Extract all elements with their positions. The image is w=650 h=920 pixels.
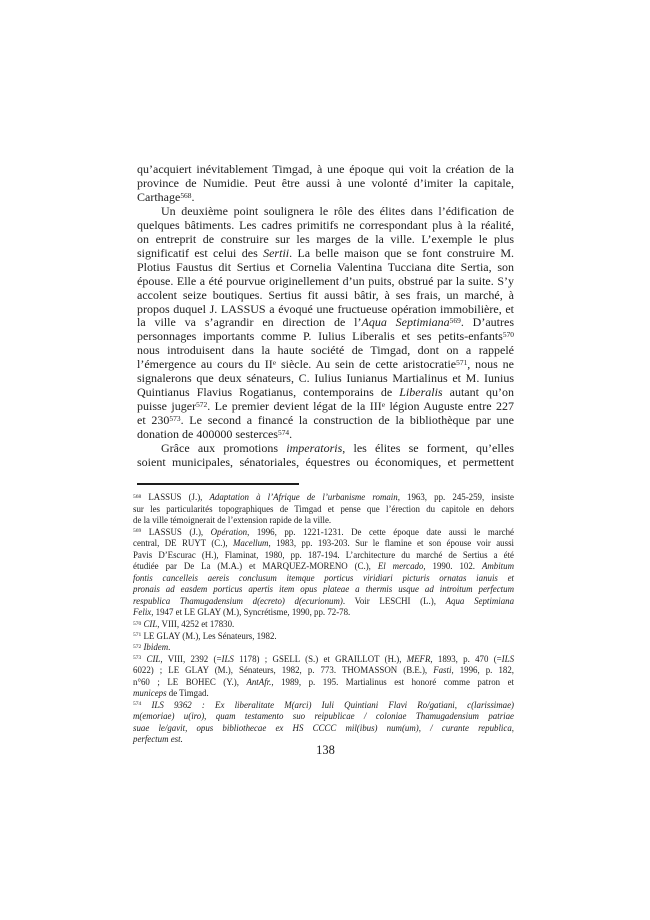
text-segment: suae le/gavit, opus bibliothecae ex HS CCCC mil(ibus) num(um), / curante republica, (133, 722, 514, 733)
text-segment: province de Numidie. Peut être aussi à une volonté d’imiter la capitale, (137, 175, 514, 190)
body-text-block (137, 163, 514, 470)
body-line (137, 205, 514, 219)
text-segment: accolent seize boutiques. Sertius fit aussi bâtir, à ses frais, un marché, à (137, 287, 514, 302)
text-segment: , nous ne (467, 357, 514, 372)
text-segment: Plotius Faustus dit Sertius et Cornelia Valentina Tucciana dite Sertia, son (137, 259, 514, 274)
footnote-line (133, 538, 514, 550)
text-segment: personnages importants comme P. Iulius Liberalis et ses petits-enfants (137, 329, 503, 344)
text-segment: 6022) ; LE GLAY (M.), Sénateurs, 1982, p. 773. THOMASSON (B.E.), (133, 665, 434, 676)
footnote-line (133, 596, 514, 608)
text-segment: ILS (221, 653, 234, 664)
text-segment: ILS (151, 699, 164, 710)
text-segment: LASSUS (J.), (141, 492, 210, 502)
text-segment: siècle. Au sein de cette aristocratie (276, 357, 457, 372)
footnote-line (133, 688, 514, 700)
footnote-line (133, 723, 514, 735)
footnote-line (133, 631, 514, 643)
footnote-line (133, 515, 514, 527)
body-line (137, 289, 514, 303)
text-segment: n°60 ; LE BOHEC (Y.), (133, 676, 247, 687)
text-segment: Aqua Septimiana (361, 315, 450, 330)
text-segment: , 1963, pp. 245-259, insiste (397, 492, 515, 502)
superscript-ref: 568 (133, 493, 142, 500)
text-segment: , 1990. 102. (423, 561, 482, 572)
text-segment: significatif est celui des (137, 245, 264, 260)
text-segment: , les élites se forment, qu’elles (342, 441, 514, 456)
text-segment: m(emoriae) u(iro), quam testamento suo reipublicae / coloniae Thamugadensium patriae (133, 711, 514, 722)
body-line (137, 414, 514, 428)
text-segment: de Timgad. (166, 688, 209, 699)
footnote-line (133, 561, 514, 573)
text-segment: imperatoris (286, 441, 343, 456)
footnote-line (133, 619, 514, 631)
text-segment: soient municipales, sénatoriales, équestres ou économiques, et permettent (137, 455, 514, 470)
superscript-ref: 570 (133, 620, 142, 627)
text-segment: El mercado (377, 561, 424, 572)
body-line (137, 316, 514, 330)
superscript-ref: 570 (502, 330, 514, 340)
footnotes-block (133, 492, 514, 746)
text-segment: 1178) ; GSELL (S.) et GRAILLOT (H.), (233, 653, 407, 664)
text-segment: respublica Thamugadensium d(ecreto) d(ecurionum) (133, 595, 343, 606)
footnote-separator (137, 483, 299, 485)
text-segment: pronais ad easdem porticus apertis item opus plateae a thermis usque ad introitum perfectum (133, 584, 514, 595)
text-segment: perfectum est. (133, 734, 183, 745)
body-line (137, 358, 514, 372)
body-line (137, 428, 514, 442)
text-segment: Adaptation à l’Afrique de l’urbanisme romain (209, 492, 398, 502)
body-line (137, 456, 514, 470)
superscript-ref: 571 (456, 358, 468, 367)
footnote-line (133, 642, 514, 654)
text-segment: , 1989, p. 195. Martialinus est honoré comme patron et (271, 676, 514, 687)
text-segment: fontis cancelleis aereis conclusum itemque porticus viridiari picturis ornatas ianuis et (133, 572, 514, 583)
footnote-line (133, 550, 514, 562)
text-segment: , 1996, p. 182, (451, 665, 514, 676)
text-segment: de la ville témoignerait de l’extension rapide de la ville. (133, 515, 332, 526)
text-segment: autant qu’on (442, 385, 514, 400)
superscript-ref: 569 (449, 316, 461, 326)
footnote-line (133, 677, 514, 689)
text-segment: propos duquel J. LASSUS a évoqué une fructueuse opération immobilière, et (137, 301, 514, 316)
footnote-line (133, 504, 514, 516)
text-segment: , 1983, pp. 193-203. Sur le flamine et son épouse voir aussi (268, 538, 514, 549)
footnote-line (133, 665, 514, 677)
body-line (137, 303, 514, 317)
text-segment: l’émergence au cours du II (137, 357, 273, 372)
body-line (137, 163, 514, 177)
superscript-ref: 572 (196, 399, 208, 409)
text-segment: nous introduisent dans la haute société de Timgad, dont on a rappelé (137, 343, 514, 358)
text-segment: Quintianus Flavius Rogatianus, contemporains de (137, 385, 400, 400)
footnote-line (133, 654, 514, 666)
text-segment: signalerons que deux sénateurs, C. Iulius Iunianus Martialinus et M. Iunius (137, 371, 514, 386)
superscript-ref: 568 (180, 190, 192, 200)
text-segment: Opération (210, 526, 248, 537)
body-line (137, 344, 514, 358)
superscript-ref: 574 (277, 427, 290, 437)
footnote-line (133, 573, 514, 585)
footnote-line (133, 584, 514, 596)
text-segment: . La belle maison que se font construire M. (289, 245, 514, 260)
text-segment: , VIII, 2392 (= (160, 653, 222, 664)
footnote-line (133, 711, 514, 723)
superscript-ref: 574 (133, 701, 142, 708)
text-segment: et 230 (137, 413, 170, 428)
body-line (137, 219, 514, 233)
text-segment: Un deuxième point soulignera le rôle des élites dans l’édification de (161, 203, 514, 218)
superscript-ref: e (272, 358, 277, 367)
body-line (137, 233, 514, 247)
text-segment: Grâce aux promotions (161, 441, 287, 456)
text-segment: . Le second a financé la construction de la bibliothèque par une (180, 413, 514, 428)
text-segment: LASSUS (J.), (141, 526, 211, 537)
footnote-line (133, 492, 514, 504)
body-line (137, 261, 514, 275)
text-segment: sur les particularités topographiques de Timgad et pense que l’érection du capitole en dehors (133, 503, 514, 514)
text-segment: Macellum (232, 538, 269, 549)
body-line (137, 177, 514, 191)
text-segment: Sertii (263, 245, 290, 260)
text-segment: , 1893, p. 470 (= (430, 653, 502, 664)
body-line (137, 400, 514, 414)
text-segment: étudiée par De La (M.A.) et MARQUEZ-MORENO (C.), (133, 561, 378, 572)
body-line (137, 247, 514, 261)
superscript-ref: 571 (133, 632, 142, 639)
text-segment: puisse juger (137, 399, 197, 414)
text-segment: MEFR (406, 653, 431, 664)
text-segment: . (289, 427, 293, 442)
superscript-ref: 569 (133, 528, 142, 535)
superscript-ref: 573 (133, 655, 142, 662)
text-segment: donation de 400000 sesterces (137, 427, 278, 442)
text-segment: CIL (146, 653, 161, 664)
text-segment: quelques bâtiments. Les cadres primitifs ne correspondant plus à la réalité, (137, 217, 514, 232)
text-segment: . Voir LESCHI (L.), (342, 595, 446, 606)
text-segment: central, DE RUYT (C.), (133, 538, 233, 549)
body-line (137, 275, 514, 289)
text-segment: , VIII, 4252 et 17830. (157, 619, 235, 630)
text-segment: Aqua Septimiana (445, 595, 515, 606)
superscript-ref: 573 (169, 413, 181, 423)
superscript-ref: e (381, 399, 386, 409)
page-number: 138 (316, 743, 335, 757)
text-segment: épouse. Elle a été pourvue originellement d’un puits, obstrué par la suite. S’y (137, 273, 514, 288)
text-segment: , 1996, pp. 1221-1231. De cette époque date aussi le marché (247, 526, 514, 537)
text-segment: la ville va s’agrandir en direction de l’ (137, 315, 362, 330)
text-segment: Ibidem (143, 642, 169, 653)
text-segment: Liberalis (399, 385, 443, 400)
text-segment: on entreprit de construire sur les marges de la ville. L’exemple le plus (137, 231, 514, 246)
text-segment: , 1947 et LE GLAY (M.), Syncrétisme, 1990, pp. 72-78. (151, 607, 351, 618)
text-segment: . (191, 189, 195, 204)
text-segment: 9362 : (163, 699, 216, 710)
text-segment: Carthage (137, 189, 181, 204)
text-segment: Felix (133, 607, 152, 618)
body-line (137, 191, 514, 205)
body-line (137, 330, 514, 344)
text-segment: Ex liberalitate M(arci) Iuli Quintiani Flavi Ro/gatiani, c(larissimae) (215, 699, 514, 710)
footnote-line (133, 700, 514, 712)
body-line (137, 372, 514, 386)
footnote-line (133, 607, 514, 619)
text-segment: . D’autres (460, 315, 514, 330)
text-segment: . (168, 642, 171, 653)
text-segment: . Le premier devient légat de la III (207, 399, 382, 414)
text-segment: CIL (143, 619, 158, 630)
superscript-ref: 572 (133, 643, 142, 650)
text-segment (141, 700, 151, 710)
footnote-line (133, 527, 514, 539)
body-line (137, 386, 514, 400)
text-segment: LE GLAY (M.), Les Sénateurs, 1982. (141, 630, 277, 641)
text-segment: Pavis D’Escurac (H.), Flaminat, 1980, pp. 187-194. L’architecture du marché de Sertius a été (133, 549, 514, 560)
text-segment: ILS (501, 653, 515, 664)
body-line (137, 442, 514, 456)
text-segment: qu’acquiert inévitablement Timgad, à une époque qui voit la création de la (137, 162, 514, 176)
text-segment: Fasti (433, 665, 452, 676)
text-segment: AntAfr. (246, 676, 272, 687)
text-segment: légion Auguste entre 227 (385, 399, 514, 414)
text-segment: Ambitum (481, 561, 514, 572)
text-segment: municeps (133, 688, 167, 699)
